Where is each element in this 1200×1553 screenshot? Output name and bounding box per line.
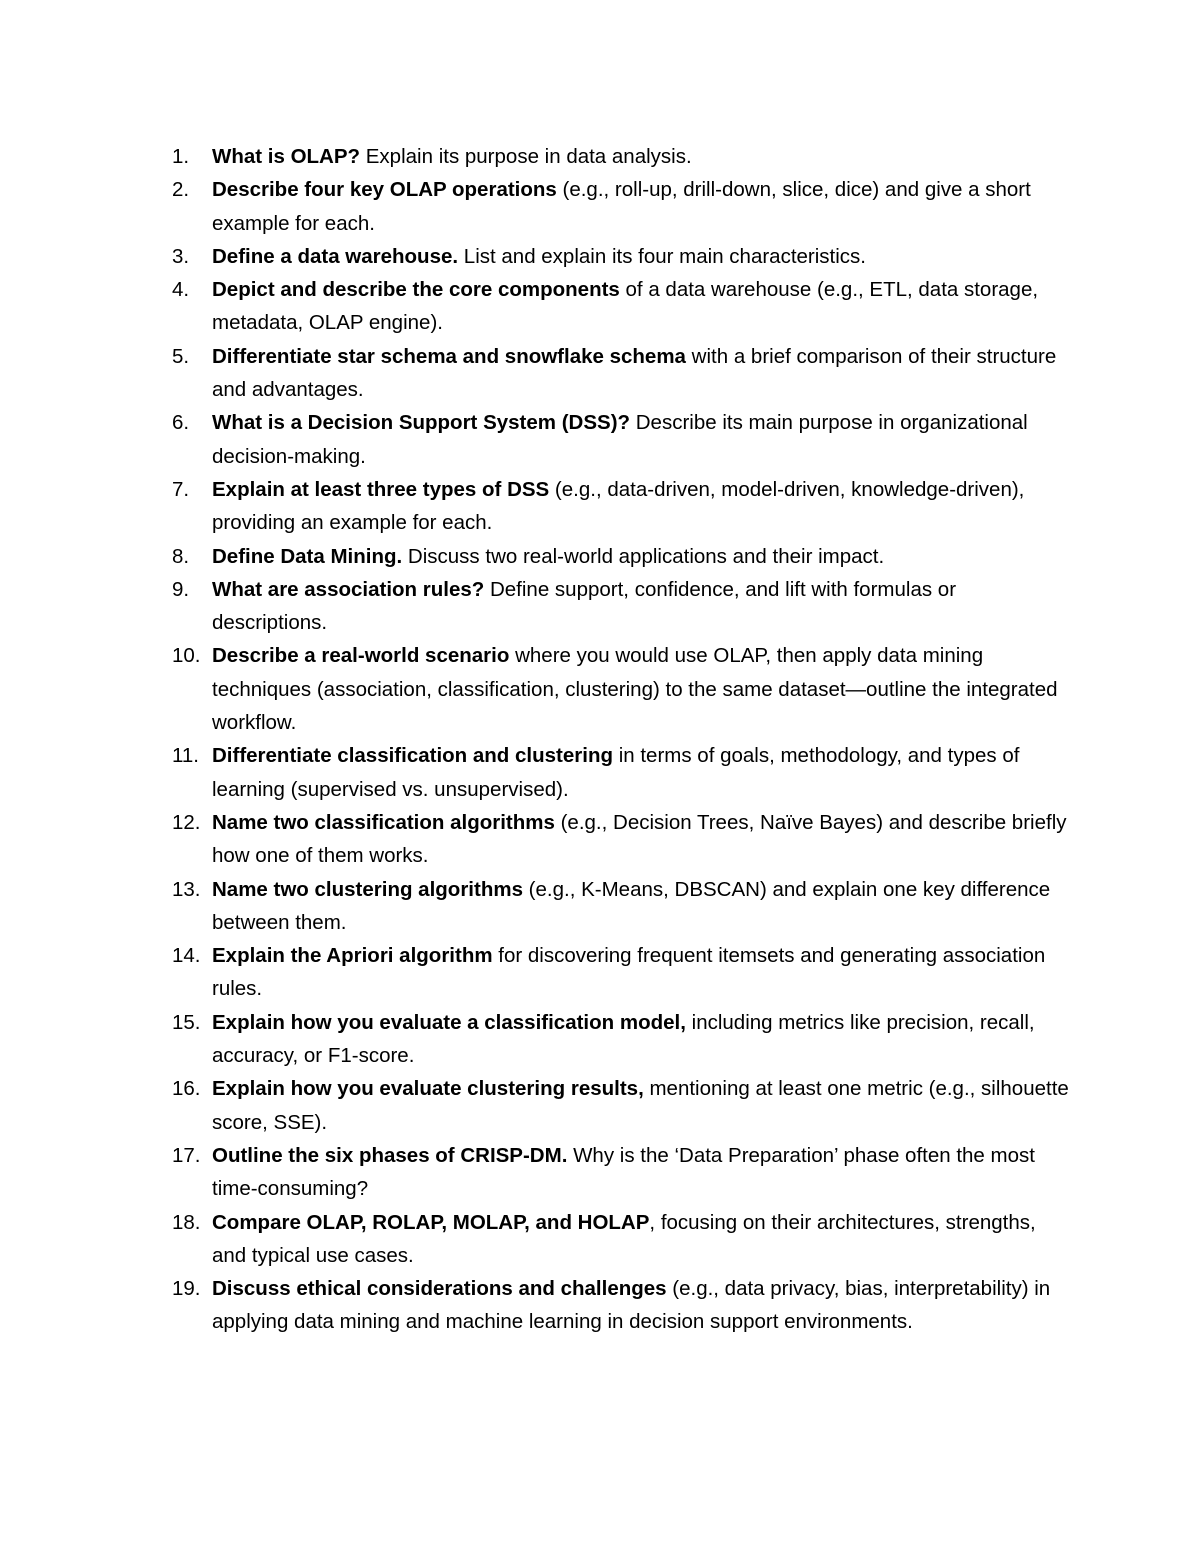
list-item	[172, 639, 1072, 739]
question-text: Describe its main purpose in organizational decision-making.	[212, 411, 1028, 468]
question-heading: Explain how you evaluate a classification model,	[212, 1010, 686, 1034]
question-text: including metrics like precision, recall, accuracy, or F1-score.	[212, 1010, 1035, 1068]
question-number: 16.	[172, 1077, 201, 1101]
question-text: , focusing on their architectures, strengths, and typical use cases.	[212, 1210, 1036, 1267]
question-heading: What is a Decision Support System (DSS)?	[212, 411, 631, 435]
question-heading: Differentiate star schema and snowflake schema	[212, 344, 686, 368]
question-text: mentioning at least one metric (e.g., silhouette score, SSE).	[212, 1077, 1069, 1134]
list-item	[172, 240, 1072, 273]
question-text: of a data warehouse (e.g., ETL, data storage, metadata, OLAP engine).	[212, 278, 1039, 335]
list-item	[172, 540, 1072, 573]
list-item	[172, 1206, 1072, 1273]
question-heading: Explain at least three types of DSS	[212, 477, 550, 501]
question-heading: Explain the Apriori algorithm	[212, 944, 493, 968]
list-item	[172, 1006, 1072, 1073]
question-heading: Define a data warehouse.	[212, 244, 459, 268]
question-text: Explain its purpose in data analysis.	[360, 145, 692, 168]
list-item	[172, 573, 1072, 640]
question-heading: Differentiate classification and clustering	[212, 744, 613, 768]
question-text: for discovering frequent itemsets and generating association rules.	[212, 944, 1046, 1001]
question-number: 5.	[172, 344, 190, 368]
list-item	[172, 1272, 1072, 1339]
list-item	[172, 1139, 1072, 1206]
question-text: (e.g., data privacy, bias, interpretability) in applying data mining and machine learning in decision support environments.	[212, 1277, 1051, 1334]
list-item	[172, 873, 1072, 940]
question-number: 18.	[172, 1210, 201, 1234]
question-number: 13.	[172, 877, 201, 901]
question-text: where you would use OLAP, then apply data mining techniques (association, classification, clustering) to the same dataset—outline the integrated workflow.	[212, 644, 1058, 735]
question-heading: Depict and describe the core components	[212, 278, 620, 302]
question-number: 9.	[172, 577, 190, 601]
question-text: Discuss two real-world applications and their impact.	[402, 544, 885, 568]
question-heading: What are association rules?	[212, 577, 485, 601]
question-number: 3.	[172, 244, 190, 268]
question-number: 12.	[172, 810, 201, 834]
question-heading: Name two clustering algorithms	[212, 877, 523, 901]
question-text: Why is the ‘Data Preparation’ phase often the most time-consuming?	[212, 1143, 1035, 1201]
list-item	[172, 173, 1072, 240]
question-number: 19.	[172, 1277, 201, 1301]
list-item	[172, 806, 1072, 873]
question-heading: Define Data Mining.	[212, 544, 403, 568]
question-heading: Name two classification algorithms	[212, 810, 555, 834]
question-text: List and explain its four main characteristics.	[458, 244, 866, 268]
list-item	[172, 140, 1072, 173]
list-item	[172, 406, 1072, 473]
list-item	[172, 939, 1072, 1006]
question-text: (e.g., data-driven, model-driven, knowledge-driven), providing an example for each.	[212, 477, 1025, 535]
question-heading: What is OLAP?	[212, 145, 361, 168]
question-number: 14.	[172, 944, 201, 968]
question-number: 17.	[172, 1143, 201, 1167]
question-heading: Describe a real-world scenario	[212, 644, 510, 668]
question-number: 7.	[172, 477, 190, 501]
list-item	[172, 340, 1072, 407]
list-item	[172, 739, 1072, 806]
question-number: 1.	[172, 145, 190, 168]
question-list	[172, 140, 1072, 1339]
question-heading: Explain how you evaluate clustering results,	[212, 1077, 644, 1101]
question-heading: Discuss ethical considerations and challenges	[212, 1277, 667, 1301]
question-heading: Outline the six phases of CRISP-DM.	[212, 1143, 568, 1167]
question-text: Define support, confidence, and lift with formulas or descriptions.	[212, 577, 957, 635]
question-text: in terms of goals, methodology, and types of learning (supervised vs. unsupervised).	[212, 744, 1020, 801]
list-item	[172, 273, 1072, 340]
question-number: 4.	[172, 278, 190, 302]
question-heading: Describe four key OLAP operations	[212, 178, 557, 202]
question-number: 15.	[172, 1010, 201, 1034]
question-text: with a brief comparison of their structure and advantages.	[212, 344, 1057, 402]
question-text: (e.g., Decision Trees, Naïve Bayes) and describe briefly how one of them works.	[212, 810, 1067, 868]
question-text: (e.g., roll-up, drill-down, slice, dice) and give a short example for each.	[212, 178, 1031, 235]
question-number: 10.	[172, 644, 201, 668]
question-number: 8.	[172, 544, 190, 568]
question-heading: Compare OLAP, ROLAP, MOLAP, and HOLAP	[212, 1210, 650, 1234]
question-number: 6.	[172, 411, 190, 435]
list-item	[172, 473, 1072, 540]
question-number: 11.	[172, 744, 199, 768]
list-item	[172, 1072, 1072, 1139]
question-text: (e.g., K-Means, DBSCAN) and explain one key difference between them.	[212, 877, 1051, 934]
question-number: 2.	[172, 178, 190, 202]
